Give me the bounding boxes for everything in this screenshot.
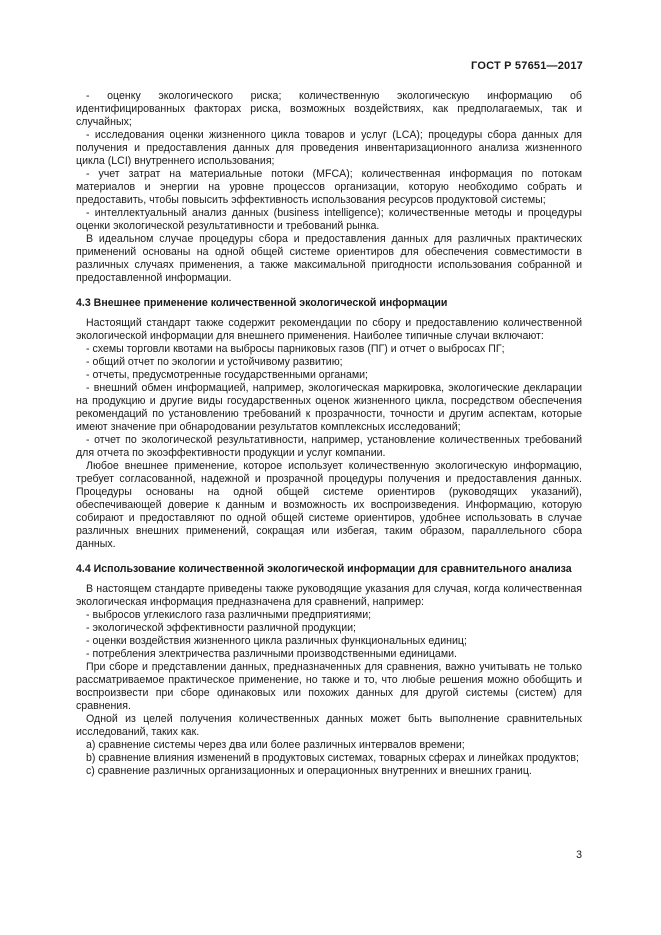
paragraph: - оценку экологического риска; количественную экологическую информацию об идентифицированных факторах риска, возможных воздействиях, как предполагаемых, так и случайных; (76, 90, 582, 128)
paragraph: a) сравнение системы через два или более различных интервалов времени; (86, 739, 465, 751)
paragraph: b) сравнение влияния изменений в продуктовых системах, товарных сферах и линейках продуктов; (86, 752, 579, 764)
section-heading-4-4: 4.4 Использование количественной экологической информации для сравнительного анализа (76, 563, 572, 575)
paragraph: - экологической эффективности различной продукции; (86, 622, 356, 634)
paragraph: - оценки воздействия жизненного цикла различных функциональных единиц; (86, 635, 467, 647)
paragraph: - учет затрат на материальные потоки (MFCA); количественная информация по потокам материалов и энергии на уровне процессов организации, которую необходимо собрать и предоставить, чтобы повысить эффективность использования ресурсов продуктовой системы; (76, 168, 582, 206)
document-id: ГОСТ Р 57651—2017 (471, 60, 583, 72)
section-heading-4-3: 4.3 Внешнее применение количественной экологической информации (76, 297, 448, 309)
paragraph: - интеллектуальный анализ данных (business intelligence); количественные методы и процедуры оценки экологической результативности и требований рынка. (76, 207, 582, 232)
paragraph: c) сравнение различных организационных и операционных внутренних и внешних границ. (86, 765, 532, 777)
paragraph: - схемы торговли квотами на выбросы парниковых газов (ПГ) и отчет о выбросах ПГ; (86, 343, 505, 355)
paragraph: - исследования оценки жизненного цикла товаров и услуг (LCA); процедуры сбора данных для получения и предоставления данных для проведения инвентаризационного анализа жизненного цикла (LCI) внутреннего использования; (76, 129, 582, 167)
paragraph: Одной из целей получения количественных данных может быть выполнение сравнительных исследований, таких как. (76, 713, 582, 738)
paragraph: - потребления электричества различными производственными единицами. (86, 648, 457, 660)
paragraph: - отчет по экологической результативности, например, установление количественных требований для отчета по экоэффективности продукции и услуг компании. (76, 434, 582, 459)
paragraph: - выбросов углекислого газа различными предприятиями; (86, 609, 372, 621)
paragraph: - отчеты, предусмотренные государственными органами; (86, 369, 368, 381)
paragraph: В настоящем стандарте приведены также руководящие указания для случая, когда количественная экологическая информация предназначена для сравнений, например: (76, 583, 582, 608)
paragraph: При сборе и представлении данных, предназначенных для сравнения, важно учитывать не только рассматриваемое практическое применение, но также и то, что любые решения можно обобщить и воспроизвести при сборе одинаковых или похожих данных для другой системы (систем) для сравнения. (76, 661, 582, 712)
paragraph: Настоящий стандарт также содержит рекомендации по сбору и предоставлению количественной экологической информации для внешнего применения. Наиболее типичные случаи включают: (76, 317, 582, 342)
paragraph: - внешний обмен информацией, например, экологическая маркировка, экологические декларации на продукцию и другие виды государственных оценок жизненного цикла, посредством обеспечения рекомендаций по установлению требований к прозрачности, точности и другим аспектам, которые имеют значение при обнародовании результатов комплексных исследований; (76, 382, 582, 433)
paragraph: В идеальном случае процедуры сбора и предоставления данных для различных практических применений основаны на одной общей системе ориентиров для обеспечения совместимости в различных случаях применения, а также максимальной пригодности использования собранной и предоставленной информации. (76, 233, 582, 284)
paragraph: - общий отчет по экологии и устойчивому развитию; (86, 356, 343, 368)
page-content (76, 90, 582, 778)
page-number: 3 (576, 849, 582, 861)
paragraph: Любое внешнее применение, которое использует количественную экологическую информацию, требует согласованной, надежной и прозрачной процедуры получения и предоставления данных. Процедуры основаны на одной общей системе ориентиров (руководящих указаний), обеспечивающей доверие к данным и возможность их воспроизведения. Информацию, которую собирают и предоставляют по одной общей системе ориентиров, удобнее использовать в случае различных внешних применений, сокращая или избегая, таким образом, параллельного сбора данных. (76, 460, 582, 550)
